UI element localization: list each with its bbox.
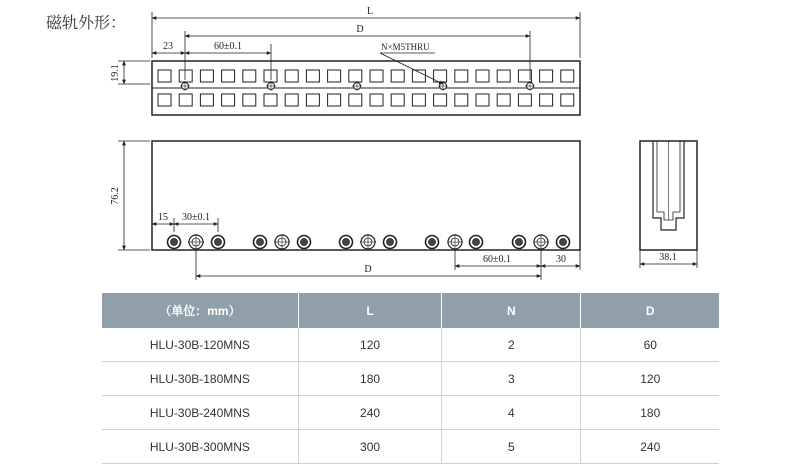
table-cell: 240: [581, 430, 719, 464]
table-cell: 120: [298, 328, 441, 362]
table-cell: 4: [442, 396, 581, 430]
table-row: [102, 396, 719, 430]
table-header-cell: N: [442, 293, 581, 328]
table-cell: 5: [442, 430, 581, 464]
table-cell: 120: [581, 362, 719, 396]
table-cell: 3: [442, 362, 581, 396]
side-view: [640, 141, 697, 268]
front-dim-pitch-left: 30±0.1: [182, 212, 210, 223]
top-dim-D: D: [356, 24, 364, 35]
table-row: [102, 328, 719, 362]
front-view-outline: [152, 141, 580, 250]
table-header-cell: L: [298, 293, 441, 328]
top-view: [110, 6, 580, 115]
table-cell: HLU-30B-180MNS: [102, 362, 298, 396]
top-dim-pitch: 60±0.1: [214, 41, 242, 52]
table-header-cell: （单位：mm）: [102, 293, 298, 328]
section-heading: 磁轨外形：: [46, 13, 127, 32]
table-cell: HLU-30B-120MNS: [102, 328, 298, 362]
top-dim-L: L: [366, 6, 374, 17]
front-dim-height: 76.2: [110, 187, 121, 205]
spec-table: [102, 293, 719, 464]
table-cell: 180: [581, 396, 719, 430]
front-dim-start: 15: [158, 212, 168, 223]
front-dim-pitch-right: 60±0.1: [483, 254, 511, 265]
table-row: [102, 430, 719, 464]
table-cell: HLU-30B-300MNS: [102, 430, 298, 464]
table-cell: 240: [298, 396, 441, 430]
table-cell: 60: [581, 328, 719, 362]
table-cell: 300: [298, 430, 441, 464]
front-dim-end: 30: [556, 254, 566, 265]
hole-callout: N×M5THRU: [381, 42, 430, 52]
table-cell: 2: [442, 328, 581, 362]
front-dim-D: D: [364, 264, 372, 275]
side-dim-width: 38.1: [659, 252, 677, 263]
table-cell: HLU-30B-240MNS: [102, 396, 298, 430]
front-view: [110, 141, 580, 280]
table-row: [102, 362, 719, 396]
table-cell: 180: [298, 362, 441, 396]
top-dim-start: 23: [163, 41, 173, 52]
top-dim-height: 19.1: [110, 64, 121, 82]
table-header-cell: D: [581, 293, 719, 328]
table-header-row: [102, 293, 719, 328]
